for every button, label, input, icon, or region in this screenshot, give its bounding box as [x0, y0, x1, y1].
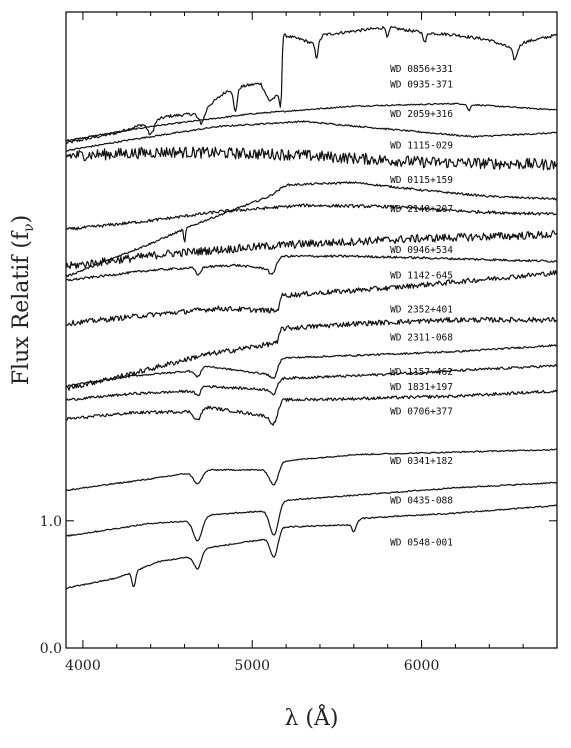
series-label: WD 1831+197	[390, 382, 454, 394]
series-label-layer	[390, 64, 453, 548]
y-axis	[40, 514, 557, 657]
y-tick-label: 1.0	[39, 513, 62, 530]
y-axis-label-close: )	[9, 214, 34, 224]
x-axis	[65, 12, 557, 674]
series-label: WD 1157-462	[390, 366, 454, 378]
series-line-5	[66, 204, 557, 230]
series-label: WD 0946+534	[390, 244, 454, 256]
series-label: WD 0435-088	[390, 495, 454, 507]
series-layer	[66, 27, 557, 589]
series-label: WD 0341+182	[390, 456, 454, 468]
series-label: WD 2140+207	[390, 204, 454, 216]
series-label: WD 0548-001	[390, 537, 454, 549]
series-line-7	[66, 255, 557, 281]
y-axis-label-subscript: ν	[21, 223, 37, 232]
series-line-9	[66, 317, 557, 390]
series-line-0	[66, 27, 557, 144]
series-label: WD 2059+316	[390, 108, 454, 120]
plot-frame	[66, 12, 557, 648]
x-tick-label: 5000	[234, 658, 271, 674]
series-line-15	[66, 505, 557, 588]
x-axis-label: λ (Å)	[284, 706, 339, 731]
series-label: WD 0935-371	[390, 79, 454, 91]
series-line-12	[66, 390, 557, 425]
series-line-3	[66, 147, 557, 170]
series-label: WD 1142-645	[390, 270, 454, 282]
series-label: WD 2352+401	[390, 304, 454, 316]
series-label: WD 2311-068	[390, 332, 454, 344]
y-axis-label	[9, 215, 37, 385]
series-line-4	[66, 182, 557, 278]
y-axis-label-main: Flux Relatif (f	[9, 231, 34, 386]
series-line-13	[66, 449, 557, 490]
x-tick-label: 4000	[65, 658, 101, 674]
series-line-6	[66, 231, 557, 269]
series-label: WD 0856+331	[390, 64, 454, 76]
series-label: WD 1115-029	[390, 140, 454, 152]
y-tick-label: 0.0	[39, 641, 62, 657]
series-line-10	[66, 345, 557, 387]
series-line-8	[66, 271, 557, 326]
series-label: WD 0706+377	[390, 406, 454, 418]
x-tick-label: 6000	[403, 658, 440, 674]
plot-area	[66, 12, 557, 648]
series-label: WD 0115+159	[390, 174, 454, 186]
